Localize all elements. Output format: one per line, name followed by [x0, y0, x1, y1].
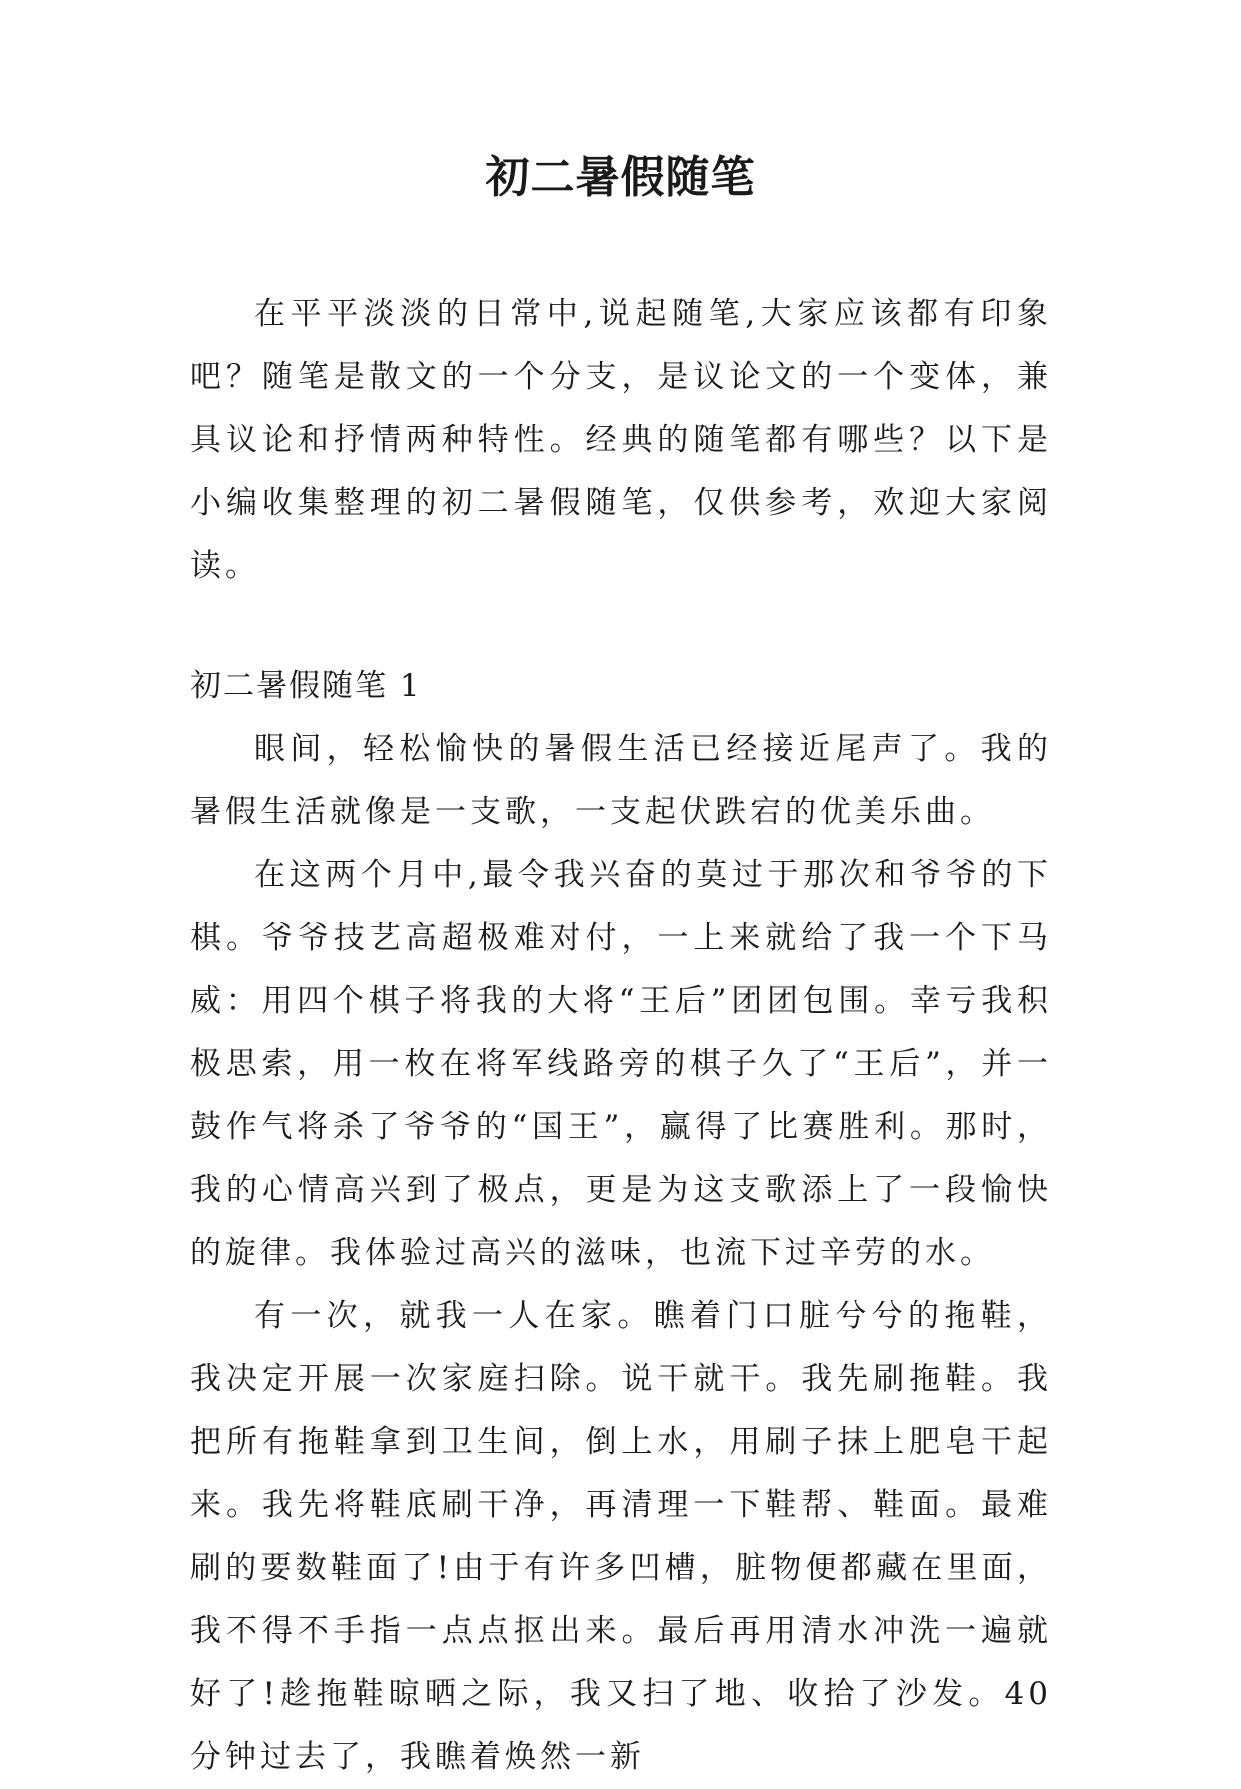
- document-body: [190, 283, 1052, 1789]
- section-heading: 初二暑假随笔 1: [190, 668, 422, 704]
- body-paragraph-3: 有一次，就我一人在家。瞧着门口脏兮兮的拖鞋，我决定开展一次家庭扫除。说干就干。我先刷拖鞋。我把所有拖鞋拿到卫生间，倒上水，用刷子抹上肥皂干起来。我先将鞋底刷干净，再清理一下鞋帮、鞋面。最难刷的要数鞋面了!由于有许多凹槽，脏物便都藏在里面，我不得不手指一点点抠出来。最后再用清水冲洗一遍就好了!趁拖鞋晾晒之际，我又扫了地、收拾了沙发。40 分钟过去了，我瞧着焕然一新: [190, 1298, 1052, 1775]
- document-title: 初二暑假随笔: [485, 152, 756, 203]
- body-paragraph-1: 眼间，轻松愉快的暑假生活已经接近尾声了。我的暑假生活就像是一支歌，一支起伏跌宕的优美乐曲。: [190, 731, 1052, 830]
- body-paragraph-2: 在这两个月中,最令我兴奋的莫过于那次和爷爷的下棋。爷爷技艺高超极难对付，一上来就给了我一个下马威：用四个棋子将我的大将“王后”团团包围。幸亏我积极思索，用一枚在将军线路旁的棋子久了“王后”，并一鼓作气将杀了爷爷的“国王”，赢得了比赛胜利。那时，我的心情高兴到了极点，更是为这支歌添上了一段愉快的旋律。我体验过高兴的滋味，也流下过辛劳的水。: [190, 857, 1052, 1271]
- intro-paragraph: 在平平淡淡的日常中,说起随笔,大家应该都有印象吧？随笔是散文的一个分支，是议论文的一个变体，兼具议论和抒情两种特性。经典的随笔都有哪些？以下是小编收集整理的初二暑假随笔，仅供参考，欢迎大家阅读。: [190, 296, 1052, 584]
- paragraph-spacer: [190, 598, 1052, 655]
